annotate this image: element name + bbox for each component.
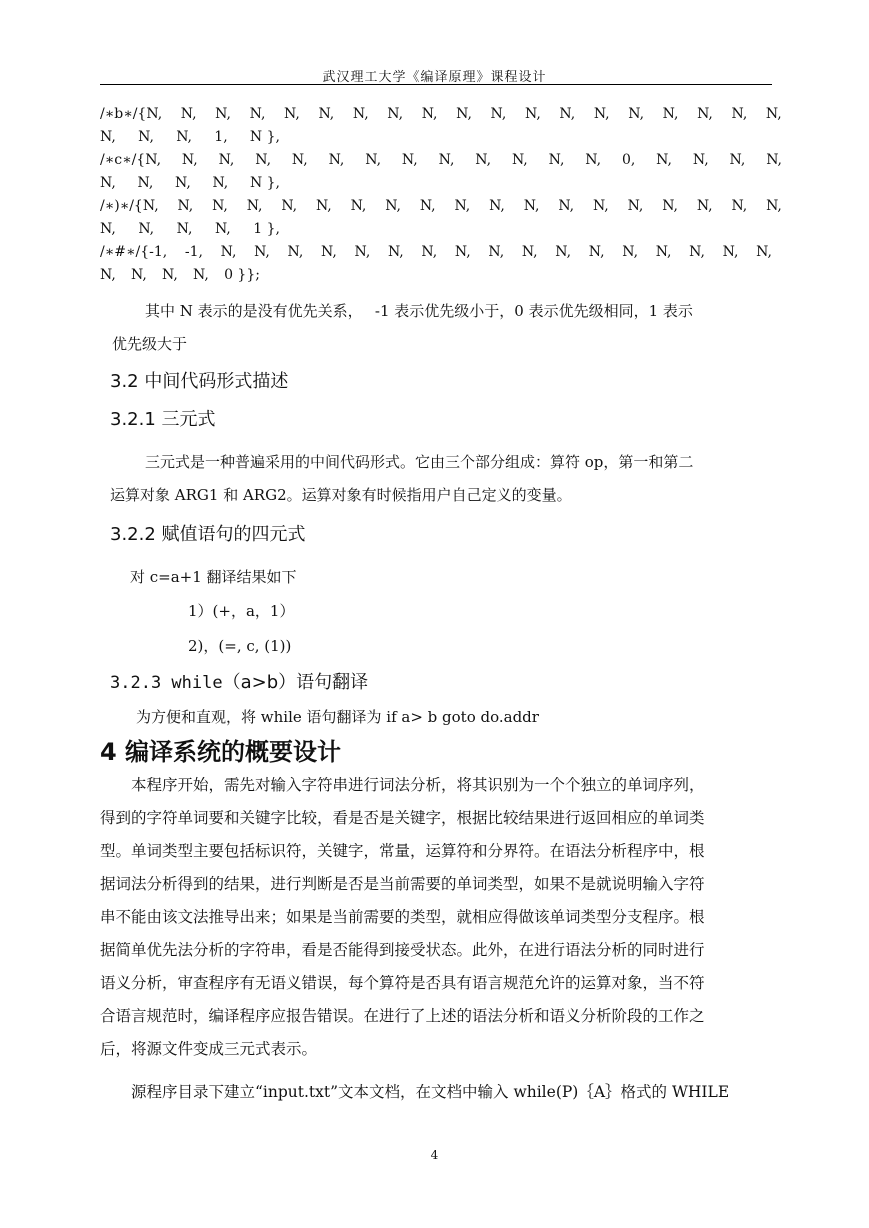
- matrix-cell: N,: [137, 175, 154, 191]
- matrix-cell: N },: [249, 129, 280, 145]
- matrix-cell: N,: [511, 152, 528, 168]
- while-translation-text: 为方便和直观，将 while 语句翻译为 if a> b goto do.addr: [136, 708, 539, 726]
- matrix-cell: N,: [100, 129, 116, 145]
- matrix-cell: N,: [628, 106, 645, 122]
- matrix-cell: N,: [454, 198, 471, 214]
- overview-line: 据词法分析得到的结果，进行判断是否是当前需要的单词类型，如果不是就说明输入字符: [100, 875, 705, 893]
- matrix-cell: N,: [212, 175, 229, 191]
- matrix-cell: N,: [385, 198, 402, 214]
- matrix-cell: N,: [627, 198, 644, 214]
- matrix-cell: N,: [454, 244, 471, 260]
- matrix-cell: N,: [254, 244, 270, 260]
- matrix-cell: -1,: [184, 244, 203, 260]
- page-number: 4: [430, 1148, 439, 1162]
- running-header: 武汉理工大学《编译原理》课程设计: [322, 70, 547, 85]
- matrix-cell: N,: [521, 244, 538, 260]
- matrix-row-hash-cont: [100, 267, 260, 283]
- matrix-cell: N,: [548, 152, 565, 168]
- matrix-cell: N,: [214, 221, 231, 237]
- matrix-cell: N,: [523, 198, 540, 214]
- matrix-cell: N,: [162, 267, 178, 283]
- matrix-cell: N,: [321, 244, 337, 260]
- matrix-cell: N,: [438, 152, 455, 168]
- matrix-cell: N,: [593, 106, 610, 122]
- matrix-cell: N,: [176, 129, 192, 145]
- matrix-cell: 1 },: [253, 221, 280, 237]
- matrix-cell: N,: [328, 152, 345, 168]
- matrix-cell: N,: [315, 198, 332, 214]
- overview-line: 语义分析，审查程序有无语义错误，每个算符是否具有语言规范允许的运算对象，当不符: [100, 974, 705, 992]
- matrix-cell: N,: [100, 267, 116, 283]
- matrix-cell: N,: [731, 106, 748, 122]
- matrix-cell: N,: [585, 152, 602, 168]
- matrix-row-c-cont: [100, 175, 280, 191]
- matrix-cell: 1,: [214, 129, 228, 145]
- matrix-row-rparen: [100, 198, 782, 214]
- matrix-cell: N,: [220, 244, 237, 260]
- matrix-cell: N,: [559, 106, 576, 122]
- matrix-cell: N,: [193, 267, 209, 283]
- matrix-cell: N,: [365, 152, 382, 168]
- heading-code-part: 3.2.3 while: [110, 673, 223, 693]
- triple-para-line-2: 运算对象 ARG1 和 ARG2。运算对象有时候指用户自己定义的变量。: [110, 486, 572, 504]
- matrix-row-c: [100, 152, 782, 168]
- section-3-2-1-heading: 3.2.1 三元式: [110, 409, 216, 430]
- input-file-line: 源程序目录下建立“input.txt”文本文档，在文档中输入 while(P)｛A｝格式的 WHILE: [131, 1083, 730, 1101]
- matrix-cell: N,: [255, 152, 272, 168]
- note-line-1: 其中 N 表示的是没有优先关系， -1 表示优先级小于，0 表示优先级相同，1 表示: [145, 302, 693, 320]
- matrix-cell: /∗)∗/{N,: [100, 198, 159, 214]
- triple-para-line-1: 三元式是一种普遍采用的中间代码形式。它由三个部分组成：算符 op，第一和第二: [145, 453, 694, 471]
- overview-line: 得到的字符单词要和关键字比较，看是否是关键字，根据比较结果进行返回相应的单词类: [100, 809, 705, 827]
- matrix-cell: N,: [291, 152, 308, 168]
- matrix-cell: N,: [662, 106, 679, 122]
- matrix-row-b: [100, 106, 782, 122]
- matrix-cell: N,: [765, 106, 782, 122]
- matrix-cell: N,: [488, 244, 505, 260]
- matrix-cell: N,: [622, 244, 639, 260]
- matrix-cell: N,: [138, 221, 155, 237]
- matrix-cell: N,: [181, 152, 198, 168]
- header-rule: [100, 84, 772, 85]
- matrix-cell: N,: [656, 152, 672, 168]
- matrix-cell: N,: [401, 152, 418, 168]
- matrix-cell: N,: [387, 244, 404, 260]
- matrix-cell: N,: [689, 244, 705, 260]
- matrix-cell: N,: [352, 106, 369, 122]
- matrix-row-hash: [100, 244, 772, 260]
- matrix-cell: N,: [475, 152, 492, 168]
- matrix-cell: N,: [489, 198, 505, 214]
- overview-line: 后，将源文件变成三元式表示。: [100, 1040, 318, 1058]
- chapter-4-heading: 4 编译系统的概要设计: [100, 738, 342, 766]
- matrix-cell: N,: [180, 106, 197, 122]
- matrix-cell: N,: [592, 198, 609, 214]
- matrix-cell: N,: [731, 198, 748, 214]
- matrix-row-b-cont: [100, 129, 280, 145]
- matrix-cell: N,: [456, 106, 472, 122]
- matrix-cell: N,: [588, 244, 605, 260]
- matrix-cell: N,: [176, 221, 193, 237]
- matrix-cell: N,: [421, 106, 438, 122]
- matrix-cell: N,: [350, 198, 367, 214]
- section-3-2-2-heading: 3.2.2 赋值语句的四元式: [110, 524, 306, 545]
- matrix-cell: N,: [766, 152, 782, 168]
- matrix-cell: N,: [558, 198, 575, 214]
- matrix-cell: N,: [100, 221, 116, 237]
- matrix-cell: 0,: [621, 152, 636, 168]
- matrix-cell: N,: [212, 198, 228, 214]
- matrix-cell: N,: [138, 129, 154, 145]
- section-3-2-heading: 3.2 中间代码形式描述: [110, 371, 289, 392]
- matrix-cell: /∗b∗/{N,: [100, 106, 163, 122]
- matrix-cell: N,: [215, 106, 231, 122]
- matrix-cell: N },: [249, 175, 280, 191]
- matrix-cell: 0 }};: [224, 267, 260, 283]
- matrix-cell: N,: [284, 106, 300, 122]
- matrix-cell: N,: [662, 198, 679, 214]
- matrix-cell: N,: [218, 152, 235, 168]
- matrix-cell: N,: [729, 152, 746, 168]
- matrix-cell: N,: [756, 244, 772, 260]
- matrix-cell: N,: [696, 198, 713, 214]
- matrix-cell: N,: [100, 175, 116, 191]
- assign-intro: 对 c=a+1 翻译结果如下: [130, 568, 297, 586]
- matrix-cell: N,: [131, 267, 147, 283]
- matrix-cell: N,: [524, 106, 541, 122]
- matrix-cell: N,: [174, 175, 191, 191]
- matrix-cell: N,: [177, 198, 194, 214]
- matrix-cell: N,: [287, 244, 304, 260]
- matrix-cell: N,: [281, 198, 298, 214]
- matrix-cell: N,: [766, 198, 782, 214]
- matrix-cell: N,: [555, 244, 572, 260]
- matrix-cell: N,: [490, 106, 507, 122]
- matrix-cell: N,: [354, 244, 371, 260]
- matrix-cell: N,: [387, 106, 404, 122]
- matrix-cell: N,: [697, 106, 713, 122]
- overview-line: 据简单优先法分析的字符串，看是否能得到接受状态。此外，在进行语法分析的同时进行: [100, 941, 705, 959]
- matrix-cell: N,: [318, 106, 335, 122]
- quad-line-2: 2)，(=, c, (1)): [188, 637, 292, 655]
- matrix-cell: N,: [419, 198, 436, 214]
- matrix-cell: N,: [655, 244, 672, 260]
- quad-line-1: 1）(+，a，1）: [188, 602, 295, 620]
- matrix-cell: N,: [421, 244, 438, 260]
- matrix-cell: /∗c∗/{N,: [100, 152, 162, 168]
- matrix-cell: N,: [692, 152, 709, 168]
- note-line-2: 优先级大于: [112, 335, 188, 353]
- matrix-cell: N,: [249, 106, 266, 122]
- matrix-cell: /∗#∗/{-1,: [100, 244, 168, 260]
- matrix-cell: N,: [246, 198, 263, 214]
- section-3-2-3-heading: [110, 668, 368, 694]
- overview-line: 型。单词类型主要包括标识符，关键字，常量，运算符和分界符。在语法分析程序中，根: [100, 842, 705, 860]
- heading-text-part: （a>b）语句翻译: [222, 672, 369, 693]
- overview-line: 合语言规范时，编译程序应报告错误。在进行了上述的语法分析和语义分析阶段的工作之: [100, 1007, 705, 1025]
- matrix-cell: N,: [722, 244, 739, 260]
- overview-line: 串不能由该文法推导出来；如果是当前需要的类型，就相应得做该单词类型分支程序。根: [100, 908, 705, 926]
- overview-line: 本程序开始，需先对输入字符串进行词法分析，将其识别为一个个独立的单词序列，: [131, 776, 705, 794]
- matrix-row-rparen-cont: [100, 221, 280, 237]
